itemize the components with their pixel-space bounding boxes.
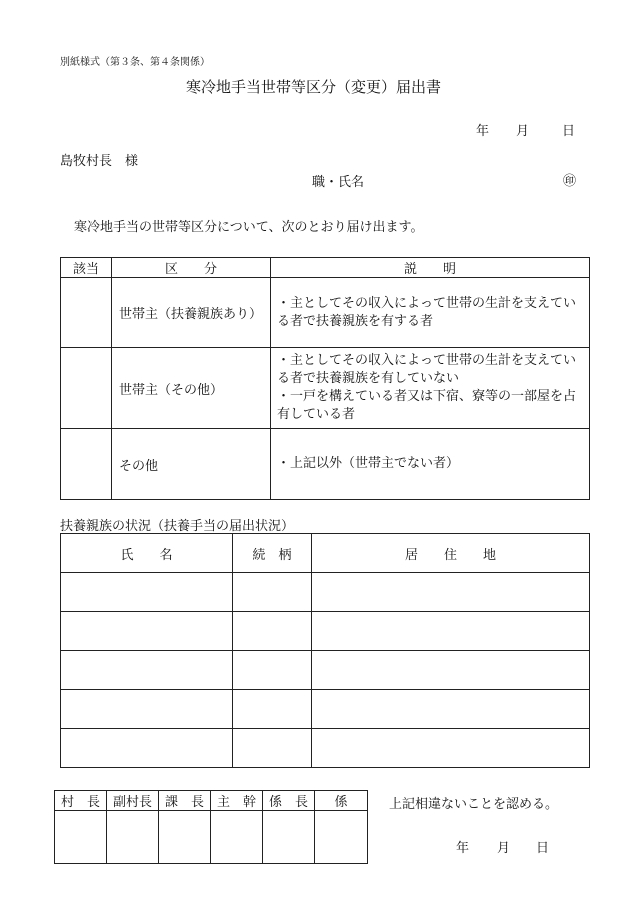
confirm-date-year-label: 年 [456, 841, 470, 856]
header-description: 説 明 [271, 258, 590, 278]
description-line: ・一戸を構えている者又は下宿、寮等の一部屋を占有している者 [277, 389, 577, 422]
dependent-name-field[interactable] [61, 729, 233, 768]
dependents-caption: 扶養親族の状況（扶養手当の届出状況） [60, 519, 295, 534]
description-cell [271, 278, 590, 348]
seal-icon: ㊞ [563, 174, 577, 189]
dependent-residence-field[interactable] [312, 690, 590, 729]
category-label: その他 [112, 429, 271, 500]
applicant-name-label: 職・氏名 [312, 175, 365, 190]
dependent-relationship-field[interactable] [233, 573, 312, 612]
intro-statement: 寒冷地手当の世帯等区分について、次のとおり届け出ます。 [74, 220, 424, 235]
classification-row [61, 278, 590, 348]
dependent-residence-field[interactable] [312, 729, 590, 768]
stamp-cell[interactable] [315, 811, 368, 864]
dependent-row [61, 729, 590, 768]
dependent-residence-field[interactable] [312, 651, 590, 690]
header-relationship: 続 柄 [233, 534, 312, 573]
confirmation-statement: 上記相違ないことを認める。 [389, 797, 559, 812]
date-month-label: 月 [516, 124, 530, 139]
dependent-relationship-field[interactable] [233, 612, 312, 651]
dependent-relationship-field[interactable] [233, 690, 312, 729]
confirm-date-month-label: 月 [497, 841, 511, 856]
approval-header-staff: 係 [315, 791, 368, 811]
description-cell [271, 429, 590, 500]
description-line: ・主としてその収入によって世帯の生計を支えている者で扶養親族を有する者 [277, 295, 577, 329]
approval-stamp-table [54, 790, 368, 864]
classification-row [61, 429, 590, 500]
header-category: 区 分 [112, 258, 271, 278]
stamp-cell[interactable] [211, 811, 263, 864]
header-applicable: 該当 [61, 258, 112, 278]
approval-header-deputy-mayor: 副村長 [107, 791, 159, 811]
date-day-label: 日 [562, 124, 576, 139]
classification-row [61, 348, 590, 429]
category-label: 世帯主（その他） [112, 348, 271, 429]
dependent-name-field[interactable] [61, 573, 233, 612]
dependent-residence-field[interactable] [312, 573, 590, 612]
dependent-row [61, 690, 590, 729]
confirm-date-day-label: 日 [536, 841, 550, 856]
dependents-header-row [61, 534, 590, 573]
dependent-name-field[interactable] [61, 612, 233, 651]
stamp-cell[interactable] [55, 811, 107, 864]
approval-header-manager: 主 幹 [211, 791, 263, 811]
classification-table [60, 257, 590, 500]
dependent-relationship-field[interactable] [233, 651, 312, 690]
addressee: 島牧村長 様 [60, 154, 139, 169]
dependent-residence-field[interactable] [312, 612, 590, 651]
description-line: ・上記以外（世帯主でない者） [277, 456, 460, 471]
approval-header-subsection-chief: 係 長 [263, 791, 315, 811]
header-name: 氏 名 [61, 534, 233, 573]
approval-stamp-row [55, 811, 368, 864]
applicable-checkbox-cell[interactable] [61, 278, 112, 348]
approval-header-row [55, 791, 368, 811]
dependent-name-field[interactable] [61, 651, 233, 690]
dependent-row [61, 612, 590, 651]
stamp-cell[interactable] [107, 811, 159, 864]
approval-header-section-chief: 課 長 [159, 791, 211, 811]
dependent-row [61, 651, 590, 690]
header-residence: 居 住 地 [312, 534, 590, 573]
dependent-name-field[interactable] [61, 690, 233, 729]
classification-header-row [61, 258, 590, 278]
description-cell [271, 348, 590, 429]
description-line: ・主としてその収入によって世帯の生計を支えている者で扶養親族を有していない [277, 353, 577, 386]
document-title: 寒冷地手当世帯等区分（変更）届出書 [186, 78, 442, 96]
date-year-label: 年 [476, 124, 490, 139]
applicable-checkbox-cell[interactable] [61, 429, 112, 500]
dependent-row [61, 573, 590, 612]
dependent-relationship-field[interactable] [233, 729, 312, 768]
category-label: 世帯主（扶養親族あり） [112, 278, 271, 348]
approval-header-mayor: 村 長 [55, 791, 107, 811]
form-reference: 別紙様式（第３条、第４条関係） [60, 57, 210, 68]
stamp-cell[interactable] [159, 811, 211, 864]
applicable-checkbox-cell[interactable] [61, 348, 112, 429]
dependents-table [60, 533, 590, 768]
stamp-cell[interactable] [263, 811, 315, 864]
